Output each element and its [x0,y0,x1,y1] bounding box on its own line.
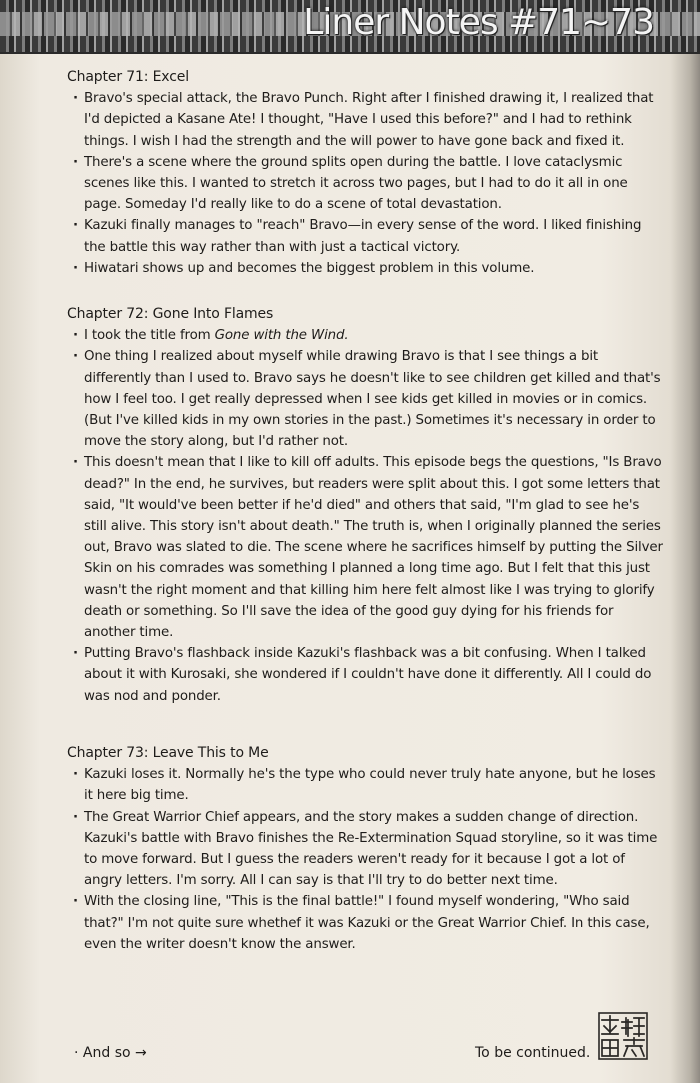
title-source: Gone with the Wind. [214,328,349,344]
footer-and-so [74,1045,147,1061]
note-item: · Kazuki finally manages to "reach" Bravo—in every sense of the word. I liked finishing the battle this way rather than with just a tactical victory. [65,215,665,257]
chapter-72 [65,304,665,707]
chapter-notes-list [65,764,665,955]
notes-body [65,67,665,955]
note-item: · This doesn't mean that I like to kill off adults. This episode begs the questions, "Is Bravo dead?" In the end, he survives, but readers were split about this. I got some letters that said, "It would've been better if he'd died" and others that said, "I'm glad to see he's still alive. This story isn't about death." The truth is, when I originally planned the series out, Bravo was slated to die. The scene where he sacrifices himself by putting the Silver Skin on his comrades was something I planned a long time ago. But I felt that this just wasn't the right moment and that killing him here felt almost like I was trying to glorify death or something. So I'll save the idea of the good guy dying for his friends for another time. [65,452,665,643]
footer-dot: · [74,1045,83,1061]
note-item: · There's a scene where the ground splits open during the battle. I love cataclysmic scenes like this. I wanted to stretch it across two pages, but I had to do it all in one page. Someday I'd really like to do a scene of total devastation. [65,152,665,216]
chapter-73 [65,743,665,955]
author-seal-icon [598,1012,648,1060]
chapter-notes-list [65,88,665,279]
note-item [65,325,665,346]
footer-to-be-continued: To be continued. [475,1045,591,1061]
note-item: · With the closing line, "This is the final battle!" I found myself wondering, "Who said that?" I'm not quite sure whethef it was Kazuki or the Great Warrior Chief. In this case, even the writer doesn't know the answer. [65,891,665,955]
chapter-71 [65,67,665,279]
chapter-title: Chapter 72: Gone Into Flames [67,306,274,323]
chapter-title: Chapter 73: Leave This to Me [67,744,269,761]
note-item: · Putting Bravo's flashback inside Kazuki's flashback was a bit confusing. When I talked about it with Kurosaki, she wondered if I couldn't have done it differently. All I could do was nod and ponder. [65,643,665,707]
note-item: · Bravo's special attack, the Bravo Punch. Right after I finished drawing it, I realized that I'd depicted a Kasane Ate! I thought, "Have I used this before?" and I had to rethink things. I wish I had the strength and the will power to have gone back and fixed it. [65,88,665,152]
footer-left-text: And so → [82,1045,147,1061]
chapter-title: Chapter 71: Excel [67,69,189,85]
page-header [0,0,700,54]
note-text: I took the title from [84,328,215,344]
note-item: · One thing I realized about myself while drawing Bravo is that I see things a bit differently than I used to. Bravo says he doesn't like to see children get killed and that's how I feel too. I get really depressed when I see kids get killed in movies or in comics. (But I've killed kids in my own stories in the past.) Sometimes it's necessary in order to move the story along, but I'd rather not. [65,346,665,452]
chapter-notes-list [65,325,665,707]
note-item: · The Great Warrior Chief appears, and the story makes a sudden change of direction. Kazuki's battle with Bravo finishes the Re-Extermination Squad storyline, so it was time to move forward. But I guess the readers weren't ready for it because I got a lot of angry letters. I'm sorry. All I can say is that I'll try to do better next time. [65,807,665,892]
page-title: Liner Notes #71~73 [303,2,654,43]
note-item: · Hiwatari shows up and becomes the biggest problem in this volume. [65,258,665,279]
note-item: · Kazuki loses it. Normally he's the type who could never truly hate anyone, but he loses it here big time. [65,764,665,806]
